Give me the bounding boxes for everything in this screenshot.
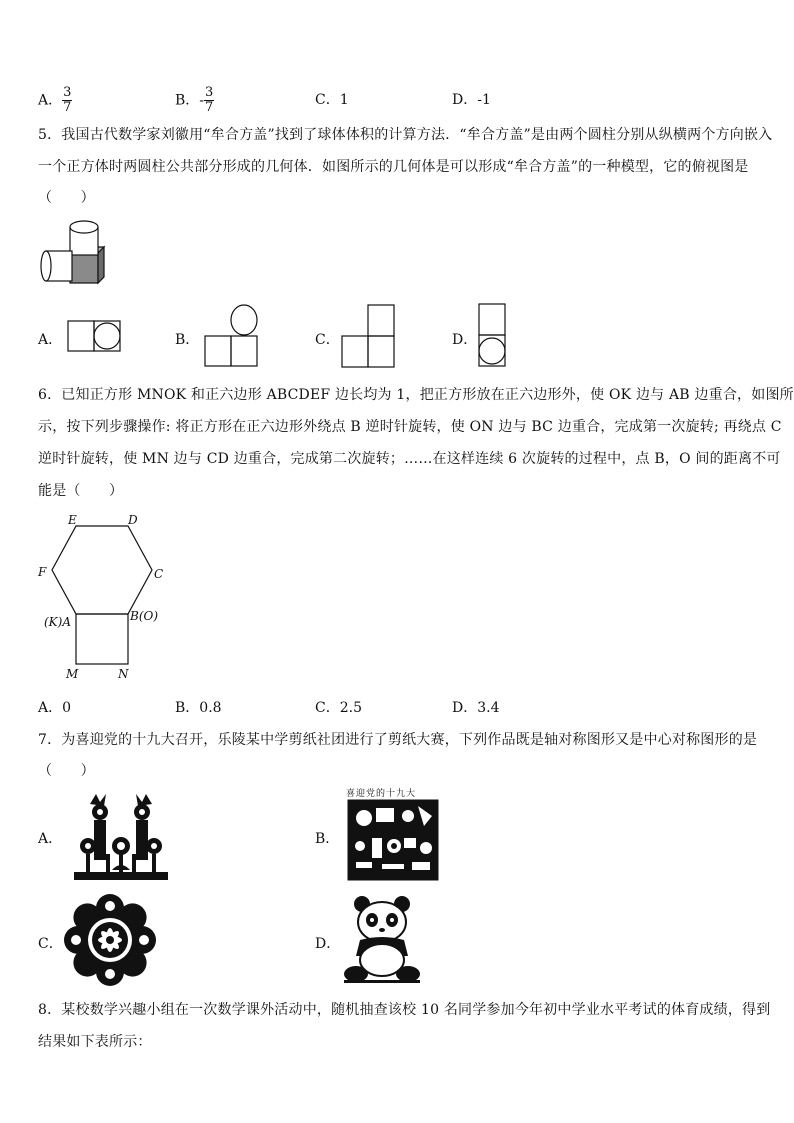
- vertex-label-n: N: [118, 667, 129, 681]
- vertex-label-d: D: [128, 513, 138, 527]
- q6-option-c: C．2.5: [315, 700, 362, 716]
- q5-option-a-figure: [68, 320, 122, 352]
- q7-option-b-papercut: [346, 786, 440, 882]
- q5-stem-line1: 5．我国古代数学家刘徽用“牟合方盖”找到了球体体积的计算方法．“牟合方盖”是由两个圆柱分别从纵横两个方向嵌入: [38, 127, 773, 143]
- q5-option-b-label: B．: [175, 332, 200, 348]
- q5-option-c-label: C．: [315, 332, 340, 348]
- q7-option-d-label: D．: [315, 936, 341, 952]
- q4-option-a: A． $\frac{3}{7}$: [38, 85, 72, 115]
- q5-solid-figure: [40, 215, 110, 287]
- vertex-label-f: F: [38, 565, 47, 579]
- vertex-label-c: C: [154, 567, 164, 581]
- q5-option-b-figure: [205, 305, 259, 367]
- q5-option-d-label: D．: [452, 332, 478, 348]
- q4-option-c: C．1: [315, 92, 349, 108]
- q7-option-c-flower-papercut: [62, 892, 158, 988]
- q5-option-d-figure: [478, 303, 508, 367]
- vertex-label-m: M: [66, 667, 79, 681]
- q7-option-a-deer-papercut: [72, 790, 170, 882]
- q7-option-b-label: B．: [315, 831, 340, 847]
- q6-option-a: A．0: [38, 700, 72, 716]
- vertex-label-bo: B(O): [130, 609, 159, 623]
- q6-hexagon-square-figure: [36, 510, 176, 686]
- q5-stem-line2: 一个正方体时两圆柱公共部分形成的几何体．如图所示的几何体是可以形成“牟合方盖”的一种模型，它的俯视图是: [38, 159, 749, 175]
- q4-option-b: B．- $\frac{3}{7}$: [175, 85, 214, 115]
- fraction: $\frac{3}{7}$: [63, 85, 72, 115]
- q5-option-a-label: A．: [38, 332, 63, 348]
- papercut-scene: [346, 798, 440, 882]
- q6-stem-line3: 逆时针旋转，使 MN 边与 CD 边重合，完成第二次旋转；……在这样连续 6 次旋转的过程中，点 B，O 间的距离不可: [38, 451, 781, 467]
- q8-stem-line1: 8．某校数学兴趣小组在一次数学课外活动中，随机抽查该校 10 名同学参加今年初中学业水平考试的体育成绩，得到: [38, 1002, 771, 1018]
- q5-option-c-figure: [342, 304, 396, 368]
- papercut-caption: 喜迎党的十九大: [346, 789, 417, 799]
- q7-option-a-label: A．: [38, 831, 63, 847]
- q7-option-d-panda-papercut: [340, 892, 424, 984]
- q6-option-d: D．3.4: [452, 700, 500, 716]
- q6-stem-line1: 6．已知正方形 MNOK 和正六边形 ABCDEF 边长均为 1，把正方形放在正六边形外，使 OK 边与 AB 边重合，如图所: [38, 387, 794, 403]
- q6-stem-line2: 示，按下列步骤操作: 将正方形在正六边形外绕点 B 逆时针旋转，使 ON 边与 BC 边重合，完成第一次旋转; 再绕点 C: [38, 419, 782, 435]
- fraction: $\frac{3}{7}$: [205, 85, 214, 115]
- vertex-label-ka: (K)A: [44, 615, 71, 629]
- q5-stem-line3: （ ）: [38, 190, 95, 206]
- q4-option-d: D．-1: [452, 92, 491, 108]
- q6-stem-line4: 能是（ ）: [38, 483, 124, 499]
- q7-stem-line1: 7．为喜迎党的十九大召开，乐陵某中学剪纸社团进行了剪纸大赛，下列作品既是轴对称图形又是中心对称图形的是: [38, 732, 758, 748]
- vertex-label-e: E: [68, 513, 77, 527]
- q7-option-c-label: C．: [38, 936, 63, 952]
- q6-option-b: B．0.8: [175, 700, 222, 716]
- q8-stem-line2: 结果如下表所示：: [38, 1034, 152, 1050]
- q7-stem-line2: （ ）: [38, 763, 95, 779]
